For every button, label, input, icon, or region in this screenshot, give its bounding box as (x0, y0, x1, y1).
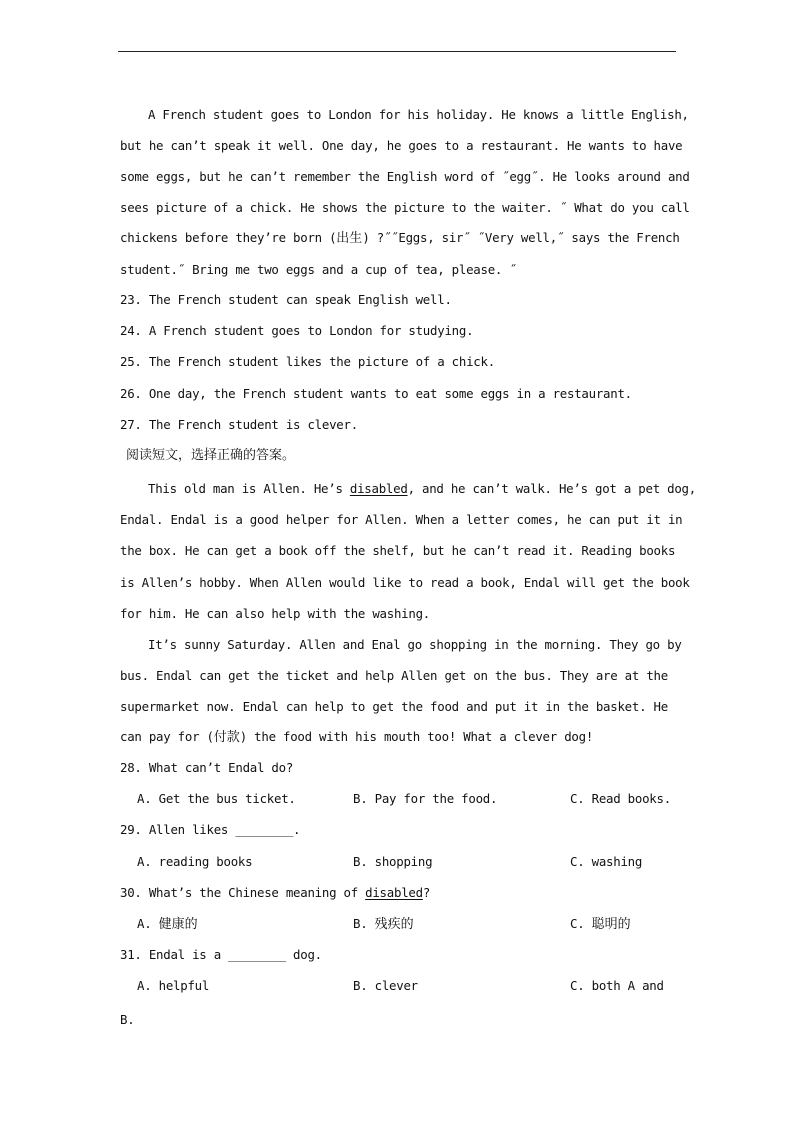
option-label: C. (570, 916, 592, 931)
option-c: C. both A and (570, 978, 664, 993)
passage2-line (148, 481, 696, 497)
question-text: 30. What’s the Chinese meaning of (120, 885, 366, 900)
question-text: ? (422, 885, 431, 900)
option-label: A. (137, 916, 159, 931)
option-text: 聪明的 (591, 917, 631, 932)
question-stem: 29. Allen likes ________. (120, 822, 301, 837)
underlined-word: disabled (365, 885, 423, 900)
option-b: B. shopping (353, 854, 433, 869)
question-stem: 31. Endal is a ________ dog. (120, 947, 322, 962)
chinese-gloss: 付款 (213, 730, 240, 745)
chinese-gloss: 出生 (336, 231, 363, 246)
underlined-word: disabled (349, 481, 408, 496)
passage2-line: bus. Endal can get the ticket and help Allen get on the bus. They are at the (120, 668, 668, 683)
option-a: A. reading books (137, 854, 253, 869)
header-rule (118, 51, 676, 52)
option-c: C. Read books. (570, 791, 671, 806)
option-b: B. clever (353, 978, 418, 993)
option-c (570, 916, 631, 933)
option-a: A. helpful (137, 978, 210, 993)
option-label: B. (353, 916, 375, 931)
passage2-line: It’s sunny Saturday. Allen and Enal go shopping in the morning. They go by (148, 637, 682, 652)
passage1-text: chickens before they’re born ( (120, 230, 337, 245)
passage2-text: ) the food with his mouth too! What a clever dog! (239, 729, 594, 744)
passage1-line (120, 230, 680, 247)
statement-item: 23. The French student can speak English well. (120, 292, 452, 307)
passage2-line (120, 729, 593, 746)
passage2-text: This old man is Allen. He’s (148, 481, 350, 496)
passage1-line: student.˝ Bring me two eggs and a cup of tea, please. ˝ (120, 262, 517, 277)
option-a: A. Get the bus ticket. (137, 791, 296, 806)
option-b: B. Pay for the food. (353, 791, 498, 806)
passage2-text: , and he can’t walk. He’s got a pet dog, (407, 481, 696, 496)
option-c: C. washing (570, 854, 643, 869)
question-stem: 28. What can’t Endal do? (120, 760, 294, 775)
statement-item: 24. A French student goes to London for studying. (120, 323, 474, 338)
passage2-line: for him. He can also help with the washing. (120, 606, 431, 621)
section-instruction: 阅读短文，选择正确的答案。 (126, 448, 296, 463)
statement-item: 26. One day, the French student wants to eat some eggs in a restaurant. (120, 386, 632, 401)
passage1-text: ) ?˝˝Eggs, sir˝ ˝Very well,˝ says the French (362, 230, 680, 245)
option-text: 健康的 (158, 917, 198, 932)
passage2-line: the box. He can get a book off the shelf, but he can’t read it. Reading books (120, 543, 676, 558)
passage1-line: some eggs, but he can’t remember the English word of ˝egg˝. He looks around and (120, 169, 690, 184)
passage1-line: but he can’t speak it well. One day, he goes to a restaurant. He wants to have (120, 138, 683, 153)
passage1-line: A French student goes to London for his holiday. He knows a little English, (148, 107, 689, 122)
question-stem (120, 885, 430, 901)
option-text: 残疾的 (374, 917, 414, 932)
passage1-line: sees picture of a chick. He shows the picture to the waiter. ˝ What do you call (120, 200, 690, 215)
passage2-line: supermarket now. Endal can help to get the food and put it in the basket. He (120, 699, 668, 714)
option-a (137, 916, 198, 933)
option-c-wrap: B. (120, 1012, 135, 1027)
statement-item: 25. The French student likes the picture of a chick. (120, 354, 495, 369)
statement-item: 27. The French student is clever. (120, 417, 358, 432)
passage2-text: can pay for ( (120, 729, 214, 744)
passage2-line: Endal. Endal is a good helper for Allen. When a letter comes, he can put it in (120, 512, 683, 527)
option-b (353, 916, 414, 933)
passage2-line: is Allen’s hobby. When Allen would like to read a book, Endal will get the book (120, 575, 690, 590)
